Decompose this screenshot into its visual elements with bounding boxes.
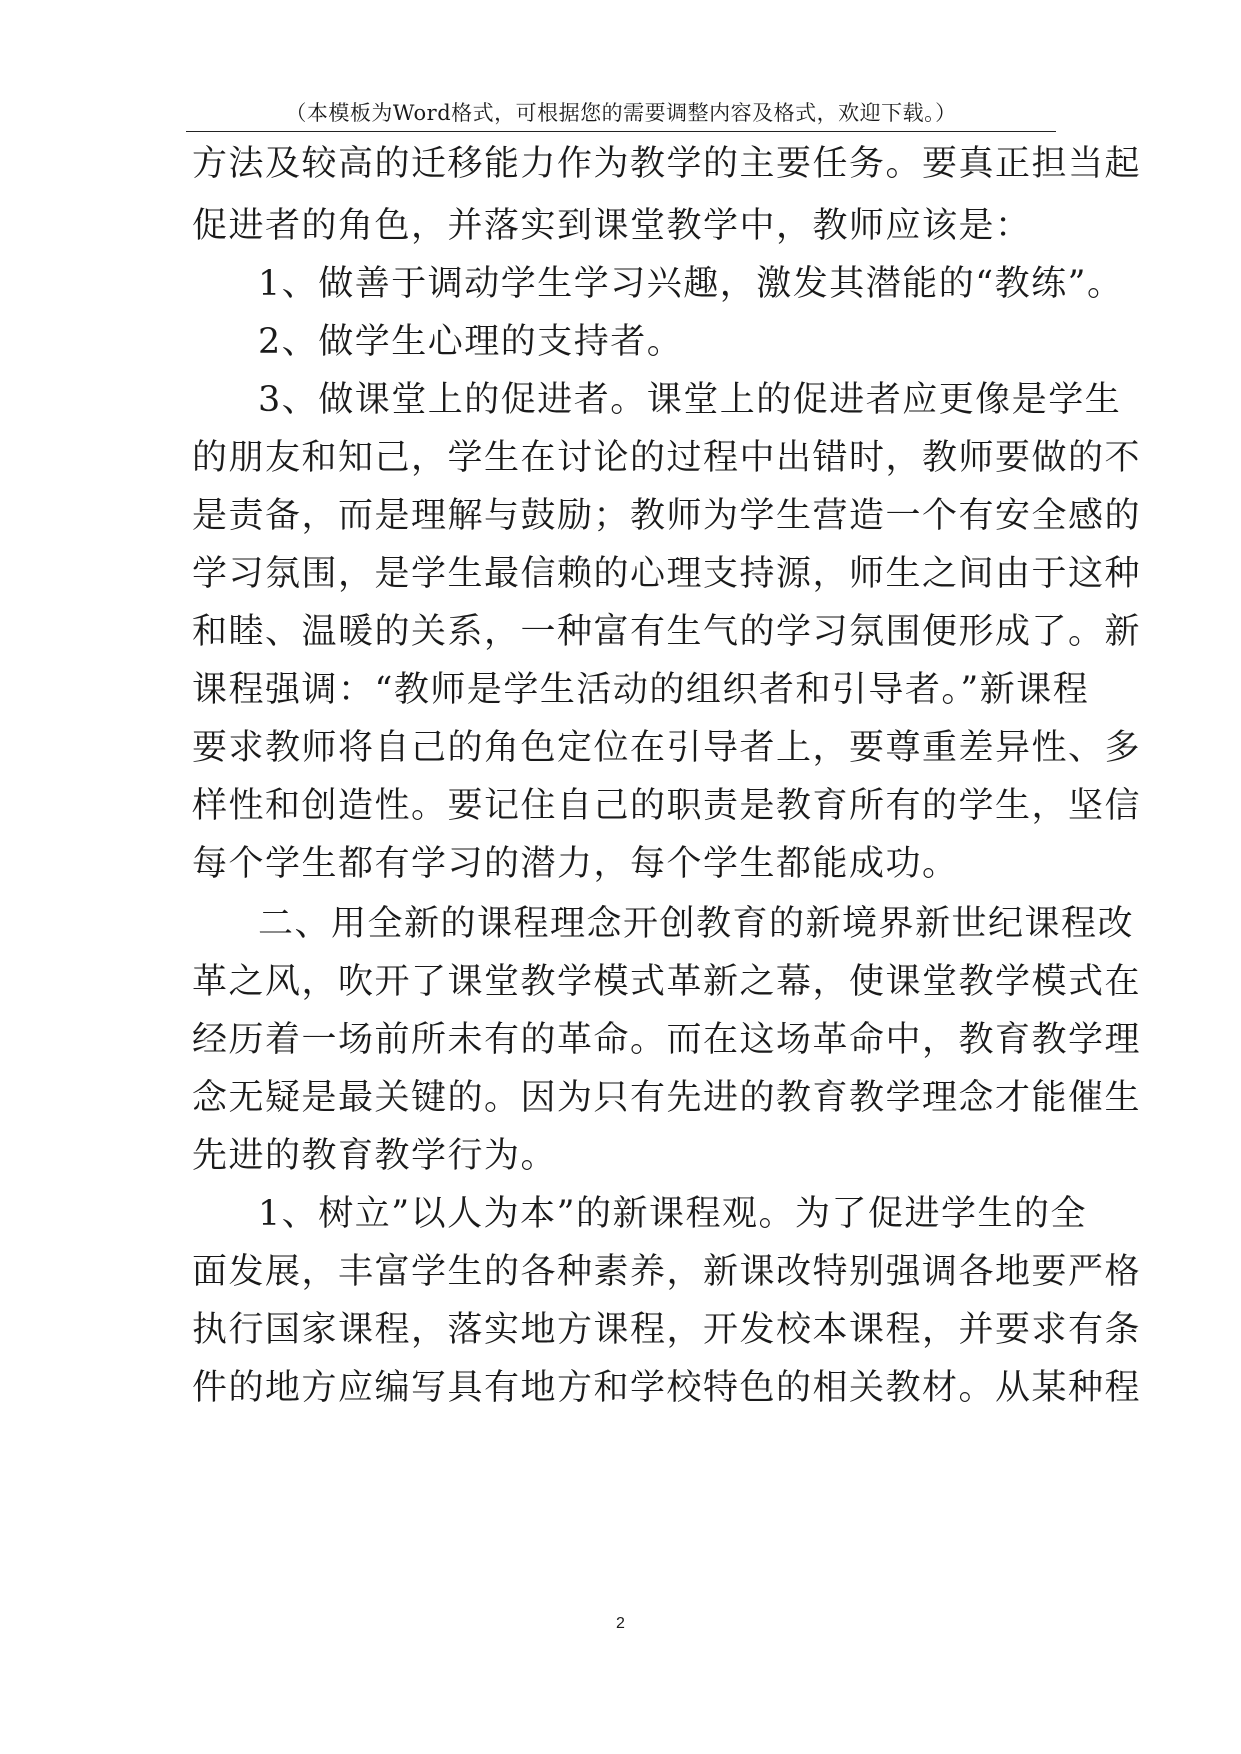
body-line: 执行国家课程，落实地方课程，开发校本课程，并要求有条 <box>192 1310 1142 1350</box>
body-line: 学习氛围，是学生最信赖的心理支持源，师生之间由于这种 <box>192 554 1142 594</box>
body-line: 经历着一场前所未有的革命。而在这场革命中，教育教学理 <box>192 1020 1142 1060</box>
body-line: 1、做善于调动学生学习兴趣，激发其潜能的“教练”。 <box>258 264 1124 304</box>
page-number: 2 <box>616 1615 625 1632</box>
body-line: 3、做课堂上的促进者。课堂上的促进者应更像是学生 <box>258 380 1122 420</box>
body-line: 要求教师将自己的角色定位在引导者上，要尊重差异性、多 <box>192 728 1142 768</box>
body-line: 是责备，而是理解与鼓励；教师为学生营造一个有安全感的 <box>192 496 1142 536</box>
body-line: 的朋友和知己，学生在讨论的过程中出错时，教师要做的不 <box>192 438 1142 478</box>
body-line: 面发展，丰富学生的各种素养，新课改特别强调各地要严格 <box>192 1252 1142 1292</box>
body-line: 革之风，吹开了课堂教学模式革新之幕，使课堂教学模式在 <box>192 962 1142 1002</box>
body-line: 课程强调：“教师是学生活动的组织者和引导者。”新课程 <box>192 670 1090 710</box>
body-line: 方法及较高的迁移能力作为教学的主要任务。要真正担当起 <box>192 144 1142 184</box>
body-line: 件的地方应编写具有地方和学校特色的相关教材。从某种程 <box>192 1368 1142 1408</box>
body-line: 2、做学生心理的支持者。 <box>258 322 684 362</box>
body-line: 二、用全新的课程理念开创教育的新境界新世纪课程改 <box>258 904 1135 944</box>
header-divider <box>186 131 1056 132</box>
body-line: 1、树立”以人为本”的新课程观。为了促进学生的全 <box>258 1194 1088 1234</box>
body-line: 念无疑是最关键的。因为只有先进的教育教学理念才能催生 <box>192 1078 1142 1118</box>
body-line: 先进的教育教学行为。 <box>192 1136 558 1176</box>
body-line: 每个学生都有学习的潜力，每个学生都能成功。 <box>192 844 959 884</box>
page-header: （本模板为Word格式，可根据您的需要调整内容及格式，欢迎下载。） <box>285 101 957 125</box>
body-line: 和睦、温暖的关系，一种富有生气的学习氛围便形成了。新 <box>192 612 1142 652</box>
body-line: 样性和创造性。要记住自己的职责是教育所有的学生，坚信 <box>192 786 1142 826</box>
body-line: 促进者的角色，并落实到课堂教学中，教师应该是： <box>192 206 1032 246</box>
